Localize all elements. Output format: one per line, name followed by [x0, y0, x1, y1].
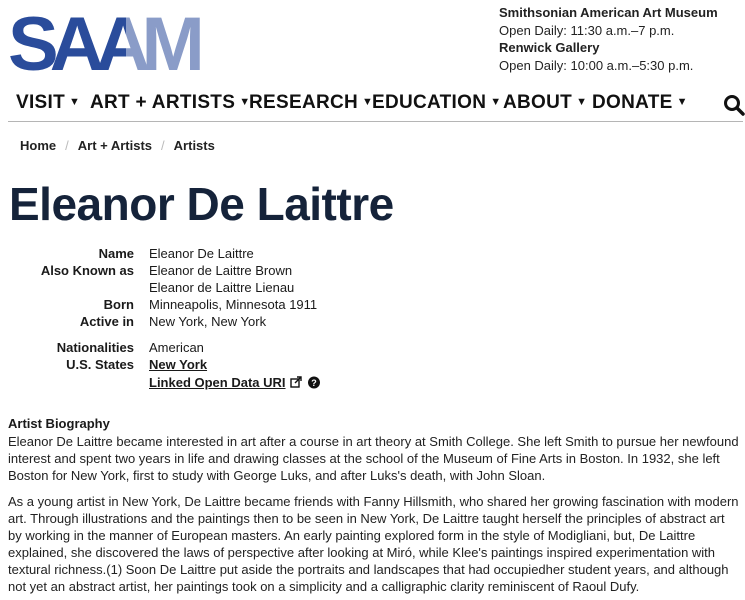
linked-open-data-link[interactable]: Linked Open Data URI [149, 375, 286, 390]
chevron-down-icon: ▼ [676, 96, 688, 108]
nav-research[interactable] [249, 92, 373, 114]
born-value: Minneapolis, Minnesota 1911 [149, 297, 318, 312]
bio-text-2: As a young artist in New York, De Laittre became friends with Fanny Hillsmith, who shared her growing fascination with modern art. Through illustrations and the paintings then to be seen in New York, De Laittre taught herself the principles of abstract art by working in the manner of European masters. An early painting explored form in the style of Modigliani, but, De Laittre explained, she discovered the laws of perspective after looking at Miró, while Klee's paintings inspired experimentation with textural richness.(1) Soon De Laittre put aside the portraits and landscapes that had occupiedher student years, and although not yet an abstract artist, her paintings took on a simplicity and a calligraphic clarity reminiscent of Raoul Dufy. [8, 494, 739, 594]
breadcrumb-separator: / [65, 138, 69, 153]
fact-row-states [0, 356, 745, 373]
chevron-down-icon: ▼ [69, 96, 81, 108]
nav-donate-label: DONATE [592, 92, 673, 113]
nav-art-artists[interactable] [90, 92, 250, 114]
nav-about[interactable] [503, 92, 587, 114]
chevron-down-icon: ▼ [490, 96, 502, 108]
nav-visit-label: VISIT [16, 92, 66, 113]
breadcrumb-separator: / [161, 138, 165, 153]
born-label: Born [103, 297, 134, 312]
nav-visit[interactable] [16, 92, 80, 114]
fact-row-name [0, 245, 745, 262]
lod-icons [290, 376, 322, 393]
external-link-icon [291, 377, 301, 387]
fact-row-nationalities [0, 339, 745, 356]
breadcrumb-artists[interactable]: Artists [173, 138, 215, 153]
main-nav [16, 92, 745, 116]
saam-logo-graphic [8, 8, 218, 74]
fact-row-aka [0, 262, 745, 279]
breadcrumb-art-artists[interactable]: Art + Artists [77, 138, 153, 153]
active-label: Active in [79, 314, 134, 329]
nav-research-label: RESEARCH [249, 92, 359, 113]
name-label: Name [98, 246, 134, 261]
museum-hours: Open Daily: 11:30 a.m.–7 p.m. [499, 22, 675, 38]
nav-education[interactable] [372, 92, 501, 114]
opening-hours [499, 4, 718, 74]
breadcrumb-home[interactable]: Home [20, 138, 57, 153]
logo-text: SAAM [8, 8, 196, 74]
svg-text:?: ? [310, 378, 317, 388]
fact-row-aka-2 [0, 279, 745, 296]
nav-divider [8, 121, 743, 122]
breadcrumb [20, 138, 215, 153]
help-icon [308, 377, 320, 389]
search-icon[interactable] [723, 94, 745, 116]
bio-paragraph-2 [8, 493, 741, 595]
bio-text-1: Eleanor De Laittre became interested in art after a course in art theory at Smith College. She left Smith to pursue her newfound interest and spent two years in life and drawing classes at the school of the Museum of Fine Arts in Boston. In 1932, she left Boston for New York, first to study with George Luks, and after Luks's death, with John Sloan. [8, 434, 739, 483]
nav-about-label: ABOUT [503, 92, 573, 113]
aka-value-1: Eleanor de Laittre Brown [149, 263, 293, 278]
fact-row-active [0, 313, 745, 330]
lod-wrapper [149, 374, 322, 393]
aka-value-2: Eleanor de Laittre Lienau [149, 280, 295, 295]
saam-logo[interactable] [8, 8, 218, 74]
logo-fade [126, 12, 218, 74]
active-value: New York, New York [149, 314, 267, 329]
museum-name[interactable]: Smithsonian American Art Museum [499, 5, 718, 20]
gallery-name[interactable]: Renwick Gallery [499, 40, 600, 55]
chevron-down-icon: ▼ [239, 96, 251, 108]
states-label: U.S. States [66, 357, 134, 372]
page-title: Eleanor De Laittre [9, 178, 394, 230]
bio-paragraph-1 [8, 433, 741, 484]
fact-row-born [0, 296, 745, 313]
nationalities-value: American [149, 340, 204, 355]
name-value: Eleanor De Laittre [149, 246, 254, 261]
nationalities-label: Nationalities [56, 340, 134, 355]
nav-donate[interactable] [592, 92, 688, 114]
chevron-down-icon: ▼ [576, 96, 588, 108]
aka-label: Also Known as [40, 263, 134, 278]
fact-row-lod [0, 374, 745, 391]
states-link[interactable]: New York [149, 357, 208, 372]
nav-art-artists-label: ART + ARTISTS [90, 92, 236, 113]
gallery-hours: Open Daily: 10:00 a.m.–5:30 p.m. [499, 57, 694, 73]
nav-education-label: EDUCATION [372, 92, 487, 113]
bio-heading: Artist Biography [8, 416, 110, 431]
chevron-down-icon: ▼ [362, 96, 374, 108]
